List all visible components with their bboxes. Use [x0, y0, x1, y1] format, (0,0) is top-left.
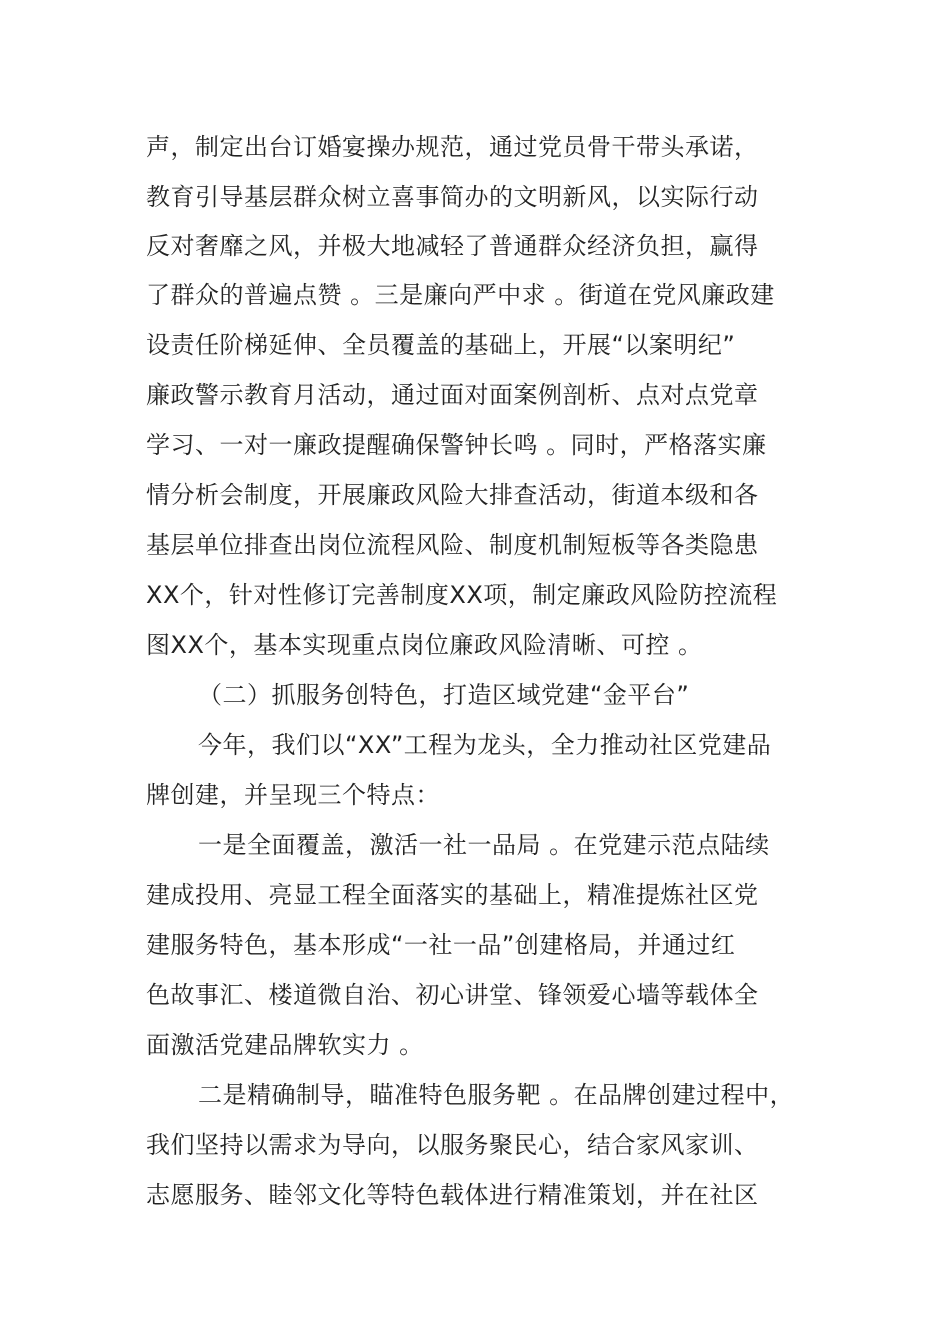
text-line: 设责任阶梯延伸、全员覆盖的基础上，开展“以案明纪”	[146, 331, 736, 359]
text-line: 二是精确制导，瞄准特色服务靶 。在品牌创建过程中，	[198, 1081, 795, 1109]
text-line: 建服务特色，基本形成“一社一品”创建格局，并通过红	[146, 931, 736, 959]
text-line: 了群众的普遍点赞 。三是廉向严中求 。街道在党风廉政建	[146, 281, 775, 309]
text-line: 图XX个，基本实现重点岗位廉政风险清晰、可控 。	[146, 631, 703, 659]
text-line: 声，制定出台订婚宴操办规范，通过党员骨干带头承诺，	[146, 133, 759, 161]
text-line: 面激活党建品牌软实力 。	[146, 1031, 424, 1059]
text-line: 基层单位排查出岗位流程风险、制度机制短板等各类隐患	[146, 531, 759, 559]
text-line: 志愿服务、睦邻文化等特色载体进行精准策划，并在社区	[146, 1181, 759, 1209]
text-line: 情分析会制度，开展廉政风险大排查活动，街道本级和各	[146, 481, 759, 509]
text-line: 学习、一对一廉政提醒确保警钟长鸣 。同时，严格落实廉	[146, 431, 767, 459]
text-line: 色故事汇、楼道微自治、初心讲堂、锋领爱心墙等载体全	[146, 981, 759, 1009]
text-line: 廉政警示教育月活动，通过面对面案例剖析、点对点党章	[146, 381, 759, 409]
text-line: 教育引导基层群众树立喜事简办的文明新风，以实际行动	[146, 183, 759, 211]
text-line: 今年，我们以“XX”工程为龙头，全力推动社区党建品	[198, 731, 772, 759]
text-line: 一是全面覆盖，激活一社一品局 。在党建示范点陆续	[198, 831, 770, 859]
text-line: 牌创建，并呈现三个特点：	[146, 781, 440, 809]
text-line: 我们坚持以需求为导向，以服务聚民心，结合家风家训、	[146, 1131, 759, 1159]
section-heading: （二）抓服务创特色，打造区域党建“金平台”	[198, 681, 690, 709]
text-line: XX个，针对性修订完善制度XX项，制定廉政风险防控流程	[146, 581, 778, 609]
text-line: 反对奢靡之风，并极大地减轻了普通群众经济负担，赢得	[146, 232, 759, 260]
text-line: 建成投用、亮显工程全面落实的基础上，精准提炼社区党	[146, 881, 759, 909]
